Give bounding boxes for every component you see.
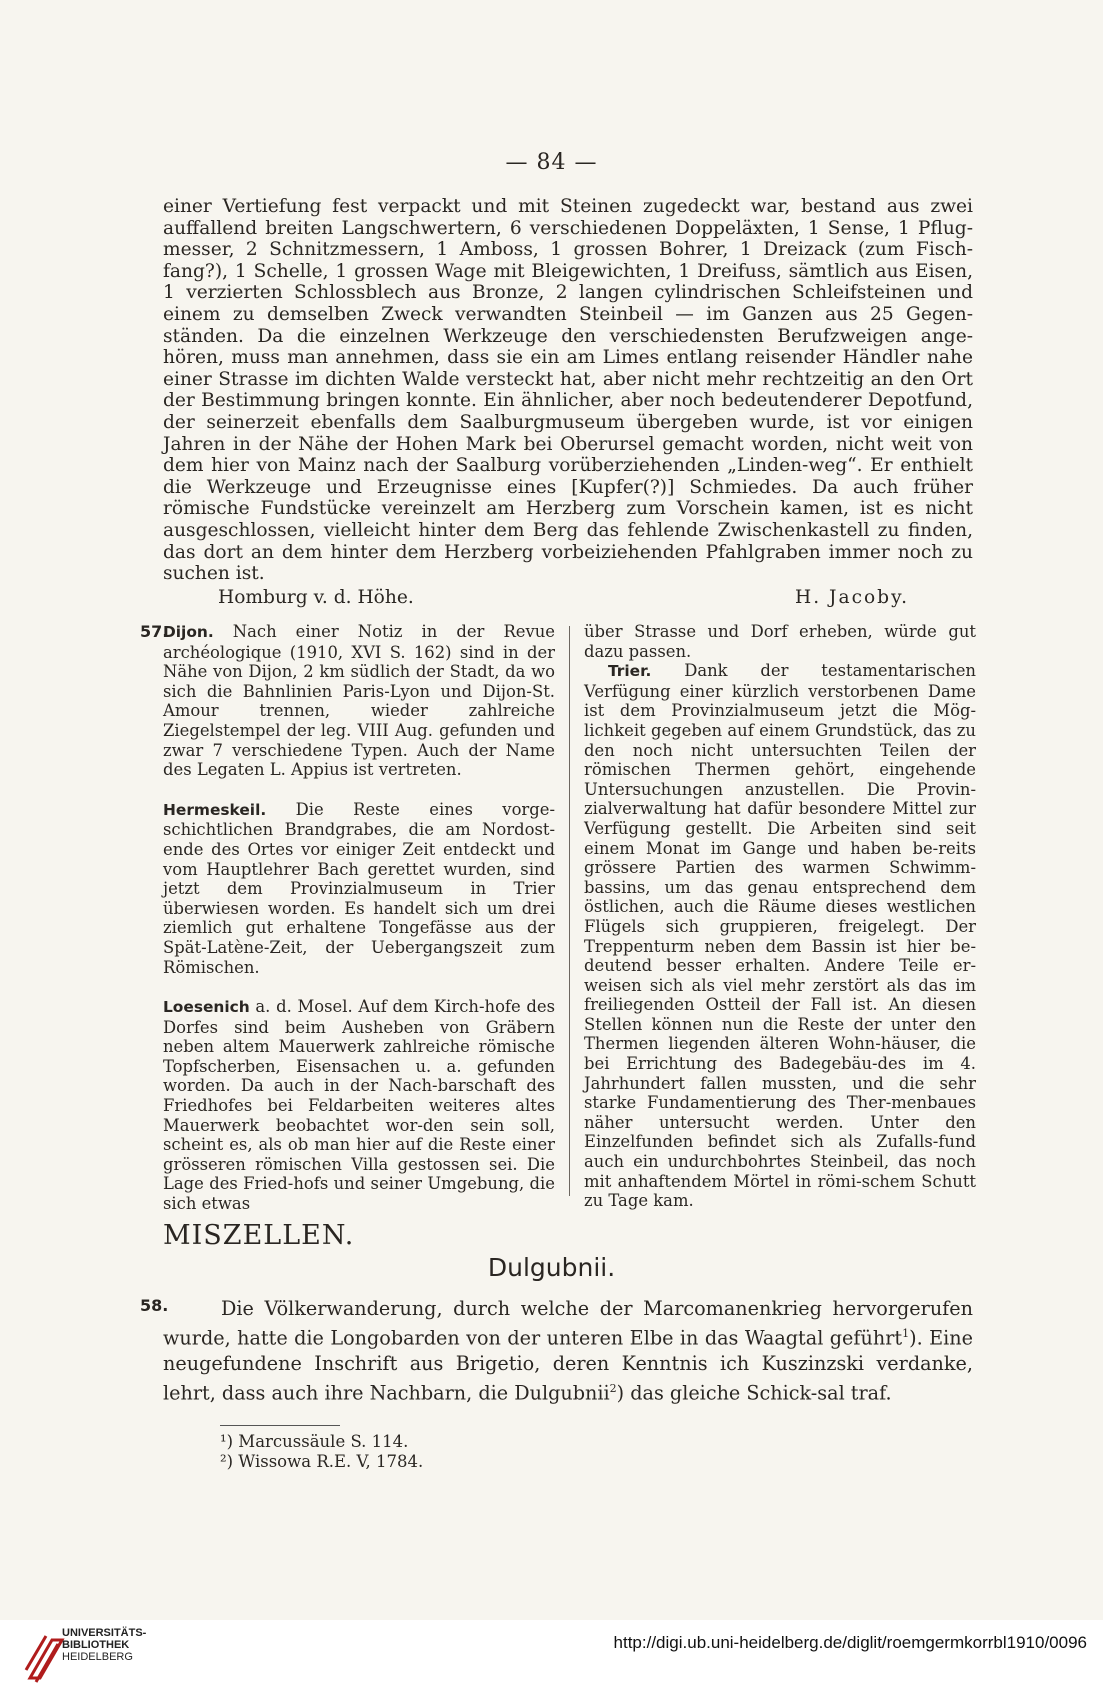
footnote-2: ²) Wissowa R.E. V, 1784. <box>220 1452 424 1471</box>
entry-number-57: 57. <box>140 622 169 641</box>
page-number: — 84 — <box>505 150 598 175</box>
digitization-footer <box>0 1620 1103 1700</box>
entry-hermeskeil <box>163 800 555 977</box>
footnote-ref-1[interactable]: 1 <box>902 1327 910 1341</box>
left-column <box>163 622 555 1214</box>
library-line-3: HEIDELBERG <box>62 1651 133 1663</box>
text-loesenich: a. d. Mosel. Auf dem Kirch-hofe des Dorfes sind beim Ausheben von Gräbern neben altem Mauerwerk zahlreiche römische Topfscherben, Eisensachen u. a. gefunden worden. Da auch in der Nach-barschaft des Friedhofes bei Feldarbeiten weiteres altes Mauerwerk beobachtet wor-den sein soll, scheint es, als ob man hier auf die Reste einer grösseren römischen Villa gestossen sei. Die Lage des Fried-hofs und seiner Umgebung, die sich etwas <box>163 997 555 1214</box>
entry-trier <box>584 661 976 1211</box>
signature-place: Homburg v. d. Höhe. <box>218 587 414 608</box>
right-column-continuation: über Strasse und Dorf erheben, würde gut dazu passen. <box>584 622 976 661</box>
footnote-divider <box>220 1425 340 1426</box>
article-text-2: ). Eine neugefundene Inschrift aus Brigetio, deren Kenntnis ich Kuszinzski verdanke, lehrt, dass auch ihre Nachbarn, die Dulgubnii <box>163 1326 973 1405</box>
article-text-3: ) das gleiche Schick-sal traf. <box>616 1381 892 1405</box>
source-url-link[interactable]: http://digi.ub.uni-heidelberg.de/diglit/roemgermkorrbl1910/0096 <box>613 1633 1087 1652</box>
entry-number-58: 58. <box>140 1296 169 1315</box>
entry-loesenich <box>163 997 555 1214</box>
text-trier: Dank der testamentarischen Verfügung einer kürzlich verstorbenen Dame ist dem Provinzialmuseum jetzt die Mög-lichkeit gegeben auf einem Grundstück, das zu den noch nicht untersuchten Teilen der römischen Thermen gehört, eingehende Untersuchungen anzustellen. Die Provin-zialverwaltung hat dafür besondere Mittel zur Verfügung gestellt. Die Arbeiten sind seit einem Monat im Gange und haben be-reits grössere Partien des warmen Schwimm-bassins, um das genau entsprechend dem östlichen, auch die Räume dieses westlichen Flügels sich gruppieren, freigelegt. Der Treppenturm neben dem Bassin ist hier be-deutend besser erhalten. Andere Teile er-weisen sich als viel mehr zerstört als das im freiliegenden Ostteil der Fall ist. An diesen Stellen können nun die Reste der unter den Thermen liegenden älteren Wohn-häuser, die bei Errichtung des Badegebäu-des im 4. Jahrhundert fallen mussten, und die sehr starke Fundamentierung des Ther-menbaues näher untersucht werden. Unter den Einzelfunden befindet sich als Zufalls-fund auch ein undurchbohrtes Steinbeil, das noch mit anhaftendem Mörtel in römi-schem Schutt zu Tage kam. <box>584 661 976 1211</box>
footnote-ref-2[interactable]: 2 <box>609 1382 617 1395</box>
intro-text: einer Vertiefung fest verpackt und mit Steinen zugedeckt war, bestand aus zwei auffallend breiten Langschwertern, 6 verschiedenen Doppeläxten, 1 Sense, 1 Pflug-messer, 2 Schnitzmessern, 1 Amboss, 1 grossen Bohrer, 1 Dreizack (zum Fisch-fang?), 1 Schelle, 1 grossen Wage mit Bleigewichten, 1 Dreifuss, sämtlich aus Eisen, 1 verzierten Schlossblech aus Bronze, 2 langen cylindrischen Schleifsteinen und einem zu demselben Zweck verwandten Steinbeil — im Ganzen aus 25 Gegen-ständen. Da die einzelnen Werkzeuge den verschiedensten Berufzweigen ange-hören, muss man annehmen, dass sie ein am Limes entlang reisender Händler nahe einer Strasse im dichten Walde versteckt hat, aber nicht mehr rechtzeitig an den Ort der Bestimmung bringen konnte. Ein ähnlicher, aber noch bedeutenderer Depotfund, der seinerzeit ebenfalls dem Saalburgmuseum übergeben wurde, ist vor einigen Jahren in der Nähe der Hohen Mark bei Oberursel gemacht worden, nicht weit von dem hier von Mainz nach der Saalburg vorüberziehenden „Linden-weg“. Er enthielt die Werkzeuge und Erzeugnisse eines [Kupfer(?)] Schmiedes. Da auch früher römische Fundstücke vereinzelt am Herzberg zum Vorschein kamen, ist es nicht ausgeschlossen, vielleicht hinter dem Berg das fehlende Zwischenkastell zu finden, das dort an dem hinter dem Herzberg vorbeiziehenden Pfahlgraben immer noch zu suchen ist. <box>163 196 973 585</box>
article-paragraph <box>163 1296 973 1406</box>
signature-author: H. Jacoby. <box>795 587 910 608</box>
entry-dijon <box>163 622 555 780</box>
keyword-dijon: Dijon. <box>163 623 214 641</box>
article-text-1: Die Völkerwanderung, durch welche der Marcomanenkrieg hervorgerufen wurde, hatte die Longobarden von der unteren Elbe in das Waagtal geführt <box>163 1297 973 1350</box>
column-divider <box>569 626 570 1196</box>
keyword-hermeskeil: Hermeskeil. <box>163 800 267 819</box>
keyword-trier: Trier. <box>608 662 652 681</box>
library-name <box>62 1627 146 1663</box>
library-line-1: UNIVERSITÄTS- <box>62 1627 147 1639</box>
footnote-1: ¹) Marcussäule S. 114. <box>220 1432 409 1451</box>
keyword-loesenich: Loesenich <box>163 998 250 1017</box>
text-hermeskeil: Die Reste eines vorge-schichtlichen Brandgrabes, die am Nordost-ende des Ortes vor einiger Zeit entdeckt und vom Hauptlehrer Bach gerettet wurden, sind jetzt dem Provinzialmuseum in Trier überwiesen worden. Es handelt sich um drei ziemlich gut erhaltene Tongefässe aus der Spät-Latène-Zeit, der Uebergangszeit zum Römischen. <box>163 799 555 977</box>
library-line-2: BIBLIOTHEK <box>62 1639 130 1651</box>
article-title: Dulgubnii. <box>487 1253 616 1282</box>
section-title: MISZELLEN. <box>163 1220 355 1251</box>
intro-paragraph <box>163 196 973 585</box>
article-body <box>163 1296 973 1406</box>
right-column <box>584 622 976 1211</box>
text-dijon: Nach einer Notiz in der Revue archéologique (1910, XVI S. 162) sind in der Nähe von Dijon, 2 km südlich der Stadt, da wo sich die Bahnlinien Paris-Lyon und Dijon-St. Amour trennen, wieder zahlreiche Ziegelstempel der leg. VIII Aug. gefunden und zwar 7 verschiedene Typen. Auch der Name des Legaten L. Appius ist vertreten. <box>163 622 555 780</box>
